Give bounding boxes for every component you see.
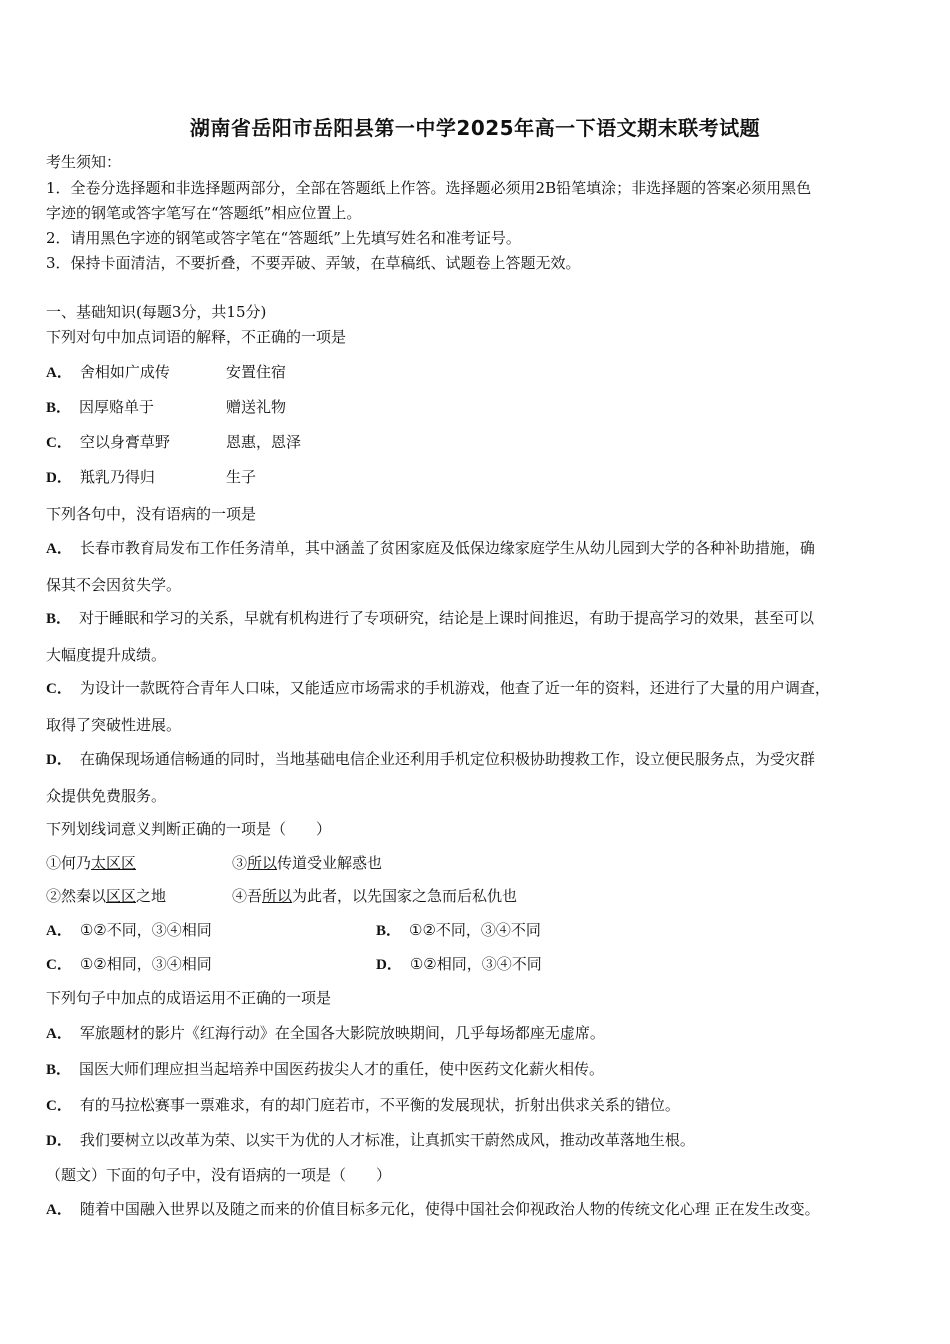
- sentence-text: ④吾: [232, 887, 263, 905]
- q3-options-row-2: [46, 954, 542, 975]
- option-letter: C．: [46, 957, 72, 973]
- notice-item-3: 3．保持卡面清洁，不要折叠，不要弄破、弄皱，在草稿纸、试题卷上答题无效。: [46, 254, 581, 272]
- underlined-word: 所以: [262, 887, 293, 905]
- option-text: ①②不同，③④不同: [409, 921, 541, 939]
- option-letter: C．: [46, 1098, 72, 1114]
- q3-options-row-1: [46, 920, 541, 941]
- q1-option-a[interactable]: [46, 362, 287, 383]
- sentence-text: ③: [232, 854, 248, 872]
- option-meaning: 恩惠，恩泽: [226, 433, 302, 451]
- q2-option-c[interactable]: [46, 678, 830, 699]
- option-letter: C．: [46, 435, 72, 451]
- q2-option-a[interactable]: [46, 538, 815, 559]
- sentence-text: ②然秦以: [46, 887, 107, 905]
- q2-stem: 下列各句中，没有语病的一项是: [46, 505, 257, 523]
- option-text: ①②相同，③④相同: [79, 955, 212, 973]
- option-letter: B．: [46, 1062, 72, 1078]
- q2-option-c-cont: 取得了突破性进展。: [46, 716, 182, 734]
- q2-option-b[interactable]: [46, 608, 814, 629]
- option-text: 为设计一款既符合青年人口味，又能适应市场需求的手机游戏，他查了近一年的资料，还进行了大量的用户调查，: [79, 679, 830, 697]
- option-meaning: 赠送礼物: [226, 398, 287, 416]
- option-letter: D．: [46, 752, 72, 768]
- option-meaning: 生子: [226, 468, 257, 486]
- sentence-text: 传道受业解惑也: [277, 854, 383, 872]
- option-letter: A．: [46, 365, 72, 381]
- option-text: 军旅题材的影片《红海行动》在全国各大影院放映期间，几乎每场都座无虚席。: [79, 1024, 605, 1042]
- q1-stem: 下列对句中加点词语的解释，不正确的一项是: [46, 328, 347, 346]
- option-meaning: 安置住宿: [226, 363, 287, 381]
- q4-option-d[interactable]: [46, 1130, 695, 1151]
- option-letter: A．: [46, 1202, 72, 1218]
- q2-option-a-cont: 保其不会因贫失学。: [46, 576, 182, 594]
- section-heading: 一、基础知识(每题3分，共15分): [46, 303, 267, 321]
- q2-option-d-cont: 众提供免费服务。: [46, 787, 167, 805]
- option-letter: C．: [46, 681, 72, 697]
- q2-option-b-cont: 大幅度提升成绩。: [46, 646, 167, 664]
- option-text: 我们要树立以改革为荣、以实干为优的人才标准，让真抓实干蔚然成风，推动改革落地生根。: [79, 1131, 695, 1149]
- option-phrase: 空以身膏草野: [79, 433, 170, 451]
- option-letter: D．: [46, 1133, 72, 1149]
- option-text: 随着中国融入世界以及随之而来的价值目标多元化，使得中国社会仰视政治人物的传统文化心理 正在发生改变。: [79, 1200, 820, 1218]
- option-text: ①②不同，③④相同: [79, 921, 212, 939]
- option-text: 在确保现场通信畅通的同时，当地基础电信企业还利用手机定位积极协助搜救工作，设立便民服务点，为受灾群: [79, 750, 815, 768]
- underlined-word: 太区区: [91, 854, 137, 872]
- option-phrase: 因厚赂单于: [79, 398, 155, 416]
- option-letter: A．: [46, 1026, 72, 1042]
- option-letter: B．: [46, 400, 72, 416]
- option-letter: B．: [376, 923, 402, 939]
- q3-stem: 下列划线词意义判断正确的一项是（ ）: [46, 820, 332, 838]
- option-text: 有的马拉松赛事一票难求，有的却门庭若市，不平衡的发展现状，折射出供求关系的错位。: [79, 1096, 680, 1114]
- q3-sentences-row-1: [46, 853, 383, 873]
- option-text: 对于睡眠和学习的关系，早就有机构进行了专项研究，结论是上课时间推迟，有助于提高学习的效果，甚至可以: [79, 609, 815, 627]
- q4-option-c[interactable]: [46, 1095, 680, 1116]
- sentence-text: ①何乃: [46, 854, 92, 872]
- option-letter: D．: [46, 470, 72, 486]
- option-text: 国医大师们理应担当起培养中国医药拔尖人才的重任，使中医药文化薪火相传。: [79, 1060, 605, 1078]
- q1-option-b[interactable]: [46, 397, 287, 418]
- option-phrase: 舍相如广成传: [79, 363, 170, 381]
- option-letter: A．: [46, 541, 72, 557]
- q2-option-d[interactable]: [46, 749, 815, 770]
- q3-option-c[interactable]: [46, 955, 212, 973]
- q4-option-a[interactable]: [46, 1023, 605, 1044]
- notice-item-2: 2．请用黑色字迹的钢笔或答字笔在“答题纸”上先填写姓名和准考证号。: [46, 229, 521, 247]
- option-text: ①②相同，③④不同: [409, 955, 542, 973]
- q3-option-a[interactable]: [46, 921, 212, 939]
- q3-option-d[interactable]: [376, 954, 542, 975]
- underlined-word: 区区: [106, 887, 137, 905]
- option-letter: A．: [46, 923, 72, 939]
- notice-heading: 考生须知：: [46, 153, 122, 171]
- notice-item-1-cont: 字迹的钢笔或答字笔写在“答题纸”相应位置上。: [46, 204, 362, 222]
- q4-option-b[interactable]: [46, 1059, 604, 1080]
- q3-sentences-row-2: [46, 886, 518, 906]
- underlined-word: 所以: [247, 854, 278, 872]
- q1-option-c[interactable]: [46, 432, 302, 453]
- page-title: 湖南省岳阳市岳阳县第一中学2025年高一下语文期末联考试题: [189, 116, 761, 140]
- notice-item-1: 1．全卷分选择题和非选择题两部分，全部在答题纸上作答。选择题必须用2B铅笔填涂；非选择题的答案必须用黑色: [46, 179, 812, 197]
- q4-stem: 下列句子中加点的成语运用不正确的一项是: [46, 989, 332, 1007]
- option-letter: D．: [376, 957, 402, 973]
- q5-option-a[interactable]: [46, 1199, 820, 1220]
- q1-option-d[interactable]: [46, 467, 257, 488]
- option-letter: B．: [46, 611, 72, 627]
- q3-option-b[interactable]: [376, 920, 541, 941]
- q5-stem: （题文）下面的句子中，没有语病的一项是（ ）: [46, 1166, 392, 1184]
- option-phrase: 羝乳乃得归: [79, 468, 155, 486]
- sentence-text: 为此者，以先国家之急而后私仇也: [292, 887, 518, 905]
- sentence-text: 之地: [136, 887, 167, 905]
- option-text: 长春市教育局发布工作任务清单，其中涵盖了贫困家庭及低保边缘家庭学生从幼儿园到大学的各种补助措施，确: [79, 539, 815, 557]
